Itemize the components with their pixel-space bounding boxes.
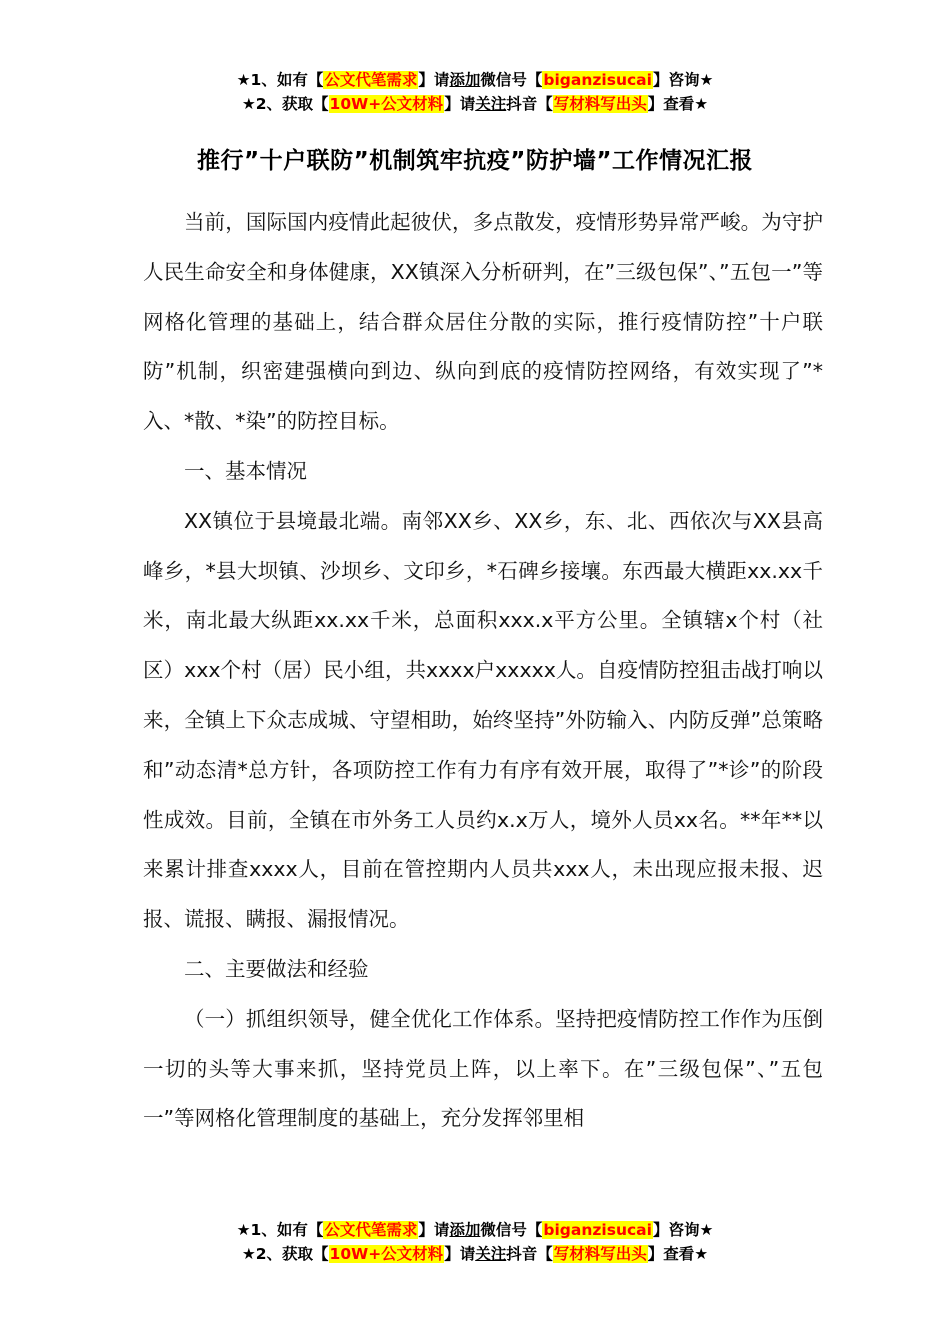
footer-banner — [0, 1218, 950, 1266]
section-heading: 一、基本情况 — [184, 458, 307, 483]
highlight-text: 10W+公文材料 — [329, 1245, 444, 1263]
banner-line-2: ★2、获取【10W+公文材料】请关注抖音【写材料写出头】查看★ — [241, 95, 709, 113]
document-title: 推行”十户联防”机制筑牢抗疫”防护墙”工作情况汇报 — [197, 148, 753, 174]
document-body — [143, 198, 823, 1144]
highlight-text: 公文代笔需求 — [324, 1221, 418, 1239]
paragraph-basic-info: XX镇位于县境最北端。南邻XX乡、XX乡，东、北、西依次与XX县高峰乡，*县大坝镇、沙坝乡、文印乡，*石碑乡接壤。东西最大横距xx.xx千米，南北最大纵距xx.xx千米，总面积xxx.x平方公里。全镇辖x个村（社区）xxx个村（居）民小组，共xxxx户xxxxx人。自疫情防控狙击战打响以来，全镇上下众志成城、守望相助，始终坚持”外防输入、内防反弹”总策略和”动态清*总方针，各项防控工作有力有序有效开展，取得了”*诊”的阶段性成效。目前，全镇在市外务工人员约x.x万人，境外人员xx名。**年**以来累计排查xxxx人，目前在管控期内人员共xxx人，未出现应报未报、迟报、谎报、瞒报、漏报情况。 — [143, 508, 823, 932]
paragraph-measures: （一）抓组织领导，健全优化工作体系。坚持把疫情防控工作作为压倒一切的头等大事来抓，坚持党员上阵，以上率下。在”三级包保”、”五包一”等网格化管理制度的基础上，充分发挥邻里相 — [143, 1006, 823, 1131]
highlight-text: 写材料写出头 — [553, 95, 647, 113]
section-heading: 二、主要做法和经验 — [184, 956, 369, 981]
paragraph-intro: 当前，国际国内疫情此起彼伏，多点散发，疫情形势异常严峻。为守护人民生命安全和身体健康，XX镇深入分析研判，在”三级包保”、”五包一”等网格化管理的基础上，结合群众居住分散的实际，推行疫情防控”十户联防”机制，织密建强横向到边、纵向到底的疫情防控网络，有效实现了”*入、*散、*染”的防控目标。 — [143, 210, 823, 434]
banner-line-2: ★2、获取【10W+公文材料】请关注抖音【写材料写出头】查看★ — [241, 1245, 709, 1263]
banner-line-1: ★1、如有【公文代笔需求】请添加微信号【biganzisucai】咨询★ — [236, 1221, 714, 1239]
highlight-text: 10W+公文材料 — [329, 95, 444, 113]
highlight-text: biganzisucai — [543, 1221, 652, 1239]
highlight-text: 公文代笔需求 — [324, 71, 418, 89]
header-banner — [0, 68, 950, 116]
banner-line-1: ★1、如有【公文代笔需求】请添加微信号【biganzisucai】咨询★ — [236, 71, 714, 89]
highlight-text: biganzisucai — [543, 71, 652, 89]
highlight-text: 写材料写出头 — [553, 1245, 647, 1263]
